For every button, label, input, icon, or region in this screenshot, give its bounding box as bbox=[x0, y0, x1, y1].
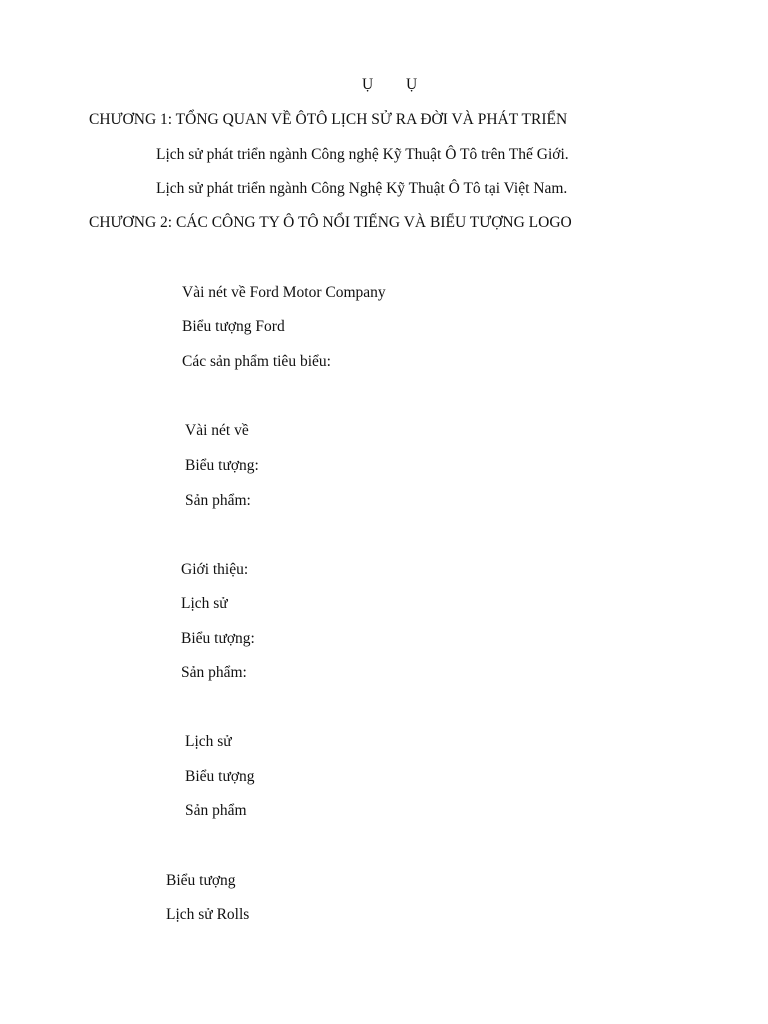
toc-entry: Vài nét về bbox=[185, 422, 249, 439]
toc-entry: Giới thiệu: bbox=[181, 561, 249, 578]
toc-entry: Lịch sử Rolls bbox=[166, 906, 250, 923]
chapter-1-item: Lịch sử phát triển ngành Công nghệ Kỹ Thuật Ô Tô trên Thế Giới. bbox=[156, 146, 569, 163]
toc-entry: Sản phẩm bbox=[185, 802, 247, 819]
toc-entry: Lịch sử bbox=[181, 595, 228, 612]
chapter-1-item: Lịch sử phát triển ngành Công Nghệ Kỹ Thuật Ô Tô tại Việt Nam. bbox=[156, 180, 568, 197]
toc-entry: Sản phẩm: bbox=[185, 492, 251, 509]
toc-entry: Biểu tượng bbox=[166, 872, 236, 889]
chapter-2-title: CHƯƠNG 2: CÁC CÔNG TY Ô TÔ NỔI TIẾNG VÀ BIỂU TƯỢNG LOGO bbox=[89, 214, 572, 231]
toc-entry: Biểu tượng bbox=[185, 768, 255, 785]
toc-entry: Vài nét về Ford Motor Company bbox=[182, 284, 386, 301]
toc-entry: Lịch sử bbox=[185, 733, 232, 750]
toc-entry: Các sản phẩm tiêu biểu: bbox=[182, 353, 331, 370]
toc-entry: Sản phẩm: bbox=[181, 664, 247, 681]
toc-heading-mark: Ụ bbox=[362, 76, 374, 93]
toc-entry: Biểu tượng: bbox=[185, 457, 259, 474]
chapter-1-title: CHƯƠNG 1: TỔNG QUAN VỀ ÔTÔ LỊCH SỬ RA ĐỜI VÀ PHÁT TRIỂN bbox=[89, 111, 568, 128]
toc-entry: Biểu tượng Ford bbox=[182, 318, 285, 335]
toc-entry: Biểu tượng: bbox=[181, 630, 255, 647]
toc-heading-mark: Ụ bbox=[406, 76, 418, 93]
